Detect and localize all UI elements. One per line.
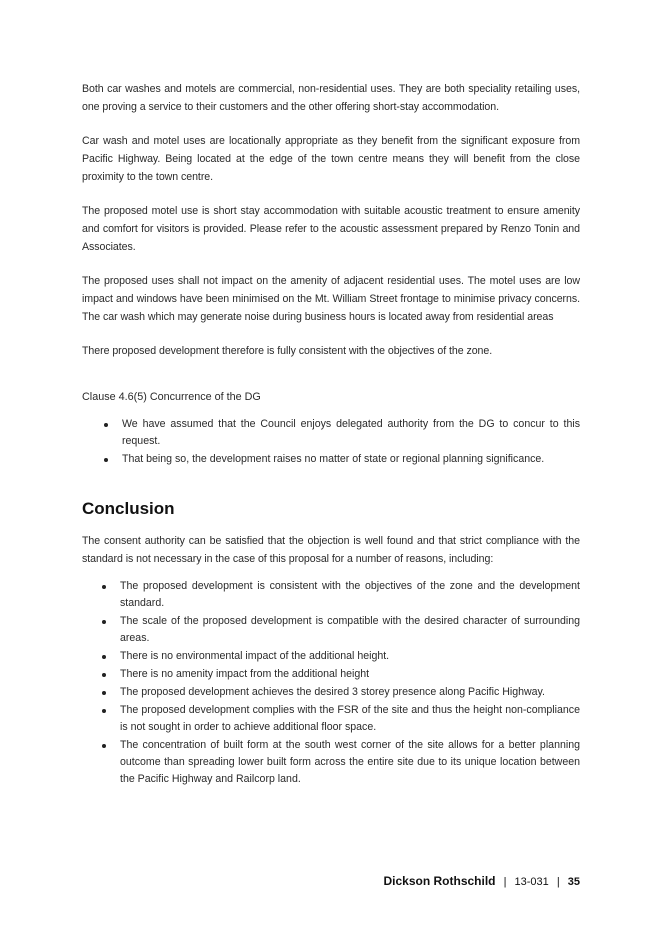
conclusion-heading: Conclusion (82, 499, 175, 518)
list-item-text: The proposed development is consistent with the objectives of the zone and the development standard. (120, 580, 580, 609)
list-item (82, 648, 580, 665)
list-item-text: The scale of the proposed development is compatible with the desired character of surrounding areas. (120, 615, 580, 644)
footer-project-ref: 13-031 (514, 876, 549, 888)
list-item-text: We have assumed that the Council enjoys delegated authority from the DG to concur to this request. (122, 418, 580, 447)
footer-separator: | (503, 876, 507, 888)
bullet-icon (102, 655, 106, 659)
page-number: 35 (567, 876, 580, 888)
bullet-icon (102, 691, 106, 695)
bullet-icon (104, 458, 108, 462)
conclusion-intro: The consent authority can be satisfied that the objection is well found and that strict compliance with the standard is not necessary in the case of this proposal for a number of reasons, including: (82, 535, 580, 565)
list-item (82, 451, 580, 468)
clause-heading: Clause 4.6(5) Concurrence of the DG (82, 391, 261, 403)
footer-separator: | (556, 876, 560, 888)
list-item-text: There is no environmental impact of the additional height. (120, 650, 390, 662)
paragraph-motel: The proposed motel use is short stay accommodation with suitable acoustic treatment to ensure amenity and comfort for visitors is provided. Please refer to the acoustic assessment prepared by Renzo Tonin and Associates. (82, 205, 580, 253)
bullet-icon (102, 673, 106, 677)
page-footer (384, 874, 581, 888)
list-item (82, 416, 580, 450)
list-item-text: The proposed development achieves the desired 3 storey presence along Pacific Highway. (120, 686, 545, 698)
clause-bullet-list (82, 416, 580, 468)
footer-brand: Dickson Rothschild (383, 874, 496, 888)
conclusion-bullet-list (82, 578, 580, 788)
paragraph-amenity: The proposed uses shall not impact on the amenity of adjacent residential uses. The motel uses are low impact and windows have been minimised on the Mt. William Street frontage to minimise privacy concerns. The car wash which may generate noise during business hours is located away from residential areas (82, 275, 580, 323)
paragraph-uses: Both car washes and motels are commercial, non-residential uses. They are both speciality retailing uses, one proving a service to their customers and the other offering short-stay accommodation. (82, 83, 580, 113)
list-item (82, 666, 580, 683)
bullet-icon (102, 709, 106, 713)
list-item (82, 684, 580, 701)
bullet-icon (102, 744, 106, 748)
list-item (82, 702, 580, 736)
paragraph-consistency: There proposed development therefore is fully consistent with the objectives of the zone. (82, 345, 493, 357)
bullet-icon (104, 423, 108, 427)
list-item (82, 737, 580, 788)
list-item (82, 613, 580, 647)
bullet-icon (102, 585, 106, 589)
paragraph-location: Car wash and motel uses are locationally appropriate as they benefit from the significant exposure from Pacific Highway. Being located at the edge of the town centre means they will benefit from the close proximity to the town centre. (82, 135, 580, 183)
bullet-icon (102, 620, 106, 624)
list-item-text: There is no amenity impact from the additional height (120, 668, 370, 680)
document-page (82, 80, 580, 789)
list-item-text: That being so, the development raises no matter of state or regional planning significance. (122, 453, 545, 465)
list-item (82, 578, 580, 612)
list-item-text: The concentration of built form at the south west corner of the site allows for a better planning outcome than spreading lower built form across the entire site due to its unique location between the Pacific Highway and Railcorp land. (120, 739, 580, 785)
list-item-text: The proposed development complies with the FSR of the site and thus the height non-compliance is not sought in order to achieve additional floor space. (120, 704, 580, 733)
